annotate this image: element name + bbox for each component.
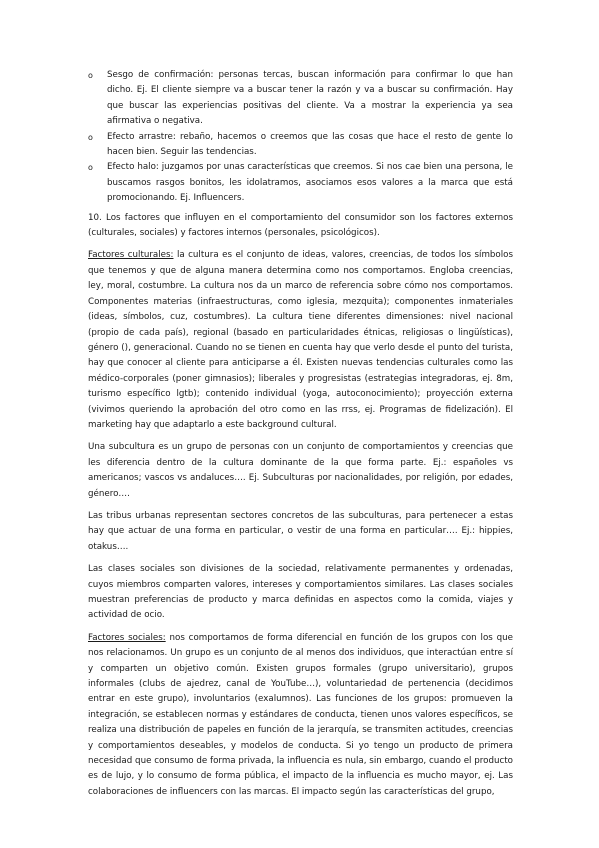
bullet-marker: o [88,132,93,142]
subculture-text: Una subcultura es un grupo de personas con un conjunto de comportamientos y creencias que les diferencia dentro de la cultura dominante de la que forma parte. Ej.: españoles vs americanos; vascos vs andaluces…. Ej. Subculturas por nacionalidades, por religión, por edades, género…. [88,442,513,499]
bullet-halo-effect [88,160,513,206]
cultural-factors-text: la cultura es el conjunto de ideas, valores, creencias, de todos los símbolos que tenemos y que de alguna manera determina como nos comportamos. Engloba creencias, ley, moral, costumbre. La cultura nos da un marco de referencia sobre cómo nos comportamos. Componentes materias (infraestructuras, como iglesia, mezquita); componentes inmateriales (ideas, símbolos, cuz, costumbres). La cultura tiene diferentes dimensiones: nivel nacional (propio de cada país), regional (basado en particularidades étnicas, religiosas o lingüísticas), género (), generacional. Cuando no se tienen en cuenta hay que verlo desde el punto del turista, hay que conocer al cliente para anticiparse a él. Existen nuevas tendencias culturales como las médico-corporales (poner gimnasios); liberales y progresistas (estrategias integradoras, ej. 8m, turismo específico lgtb); contenido individual (yoga, autoconocimiento); proyección externa (vivimos queriendo la aprobación del otro como en las rrss, ej. Programas de fidelización). El marketing hay que adaptarlo a este background cultural. [88,250,513,430]
section-10-paragraph [88,211,513,242]
urban-tribes-paragraph [88,509,513,555]
bias-list [88,68,513,207]
social-factors-text: nos comportamos de forma diferencial en función de los grupos con los que nos relacionamos. Un grupo es un conjunto de al menos dos individuos, que interactúan entre sí y comparten un objetivo común. Existen grupos formales (grupo universitario), grupos informales (clubs de ajedrez, canal de YouTube…), voluntariedad de pertenencia (decidimos entrar en este grupo), involuntarios (exalumnos). Las funciones de los grupos: promueven la integración, se establecen normas y estándares de conducta, tienen unos valores específicos, se realiza una distribución de papeles en función de la jerarquía, se transmiten actitudes, creencias y comportamientos deseables, y modelos de conducta. Si yo tengo un producto de primera necesidad que consumo de forma privada, la influencia es nula, sin embargo, cuando el producto es de lujo, y lo consumo de forma pública, el impacto de la influencia es mucho mayor, ej. Las colaboraciones de influencers con las marcas. El impacto según las características del grupo, [88,632,513,797]
bullet-marker: o [88,71,93,80]
urban-tribes-text: Las tribus urbanas representan sectores concretos de las subculturas, para pertenecer a estas hay que actuar de una forma en particular, o vestir de una forma en particular…. Ej.: hippies, otakus…. [88,510,513,552]
bullet-marker: o [88,163,93,173]
bullet-bandwagon-effect [88,130,513,161]
bullet-text: Efecto halo: juzgamos por unas características que creemos. Si nos cae bien una persona, le buscamos rasgos bonitos, les idolatramos, asociamos esos valores a la marca que está promocionando. Ej. Influencers. [107,162,513,204]
social-factors-heading: Factores sociales: [88,632,166,643]
bullet-text: Efecto arrastre: rebaño, hacemos o creemos que las cosas que hace el resto de gente lo hacen bien. Seguir las tendencias. [107,131,513,158]
bullet-confirmation-bias [88,68,513,130]
section-10-text: 10. Los factores que influyen en el comportamiento del consumidor son los factores externos (culturales, sociales) y factores internos (personales, psicológicos). [88,212,513,239]
cultural-factors-heading: Factores culturales: [88,250,174,261]
subculture-paragraph [88,440,513,502]
social-classes-paragraph [88,562,513,624]
social-factors-paragraph [88,631,513,800]
social-classes-text: Las clases sociales son divisiones de la sociedad, relativamente permanentes y ordenadas, cuyos miembros comparten valores, intereses y comportamientos similares. Las clases sociales muestran preferencias de producto y marca definidas en aspectos como la comida, viajes y actividad de ocio. [88,564,513,621]
cultural-factors-paragraph [88,248,513,433]
document-body [88,68,513,800]
bullet-text: Sesgo de confirmación: personas tercas, buscan información para confirmar lo que han dicho. Ej. El cliente siempre va a buscar tener la razón y va a buscar su confirmación. Hay que buscar las experiencias positivas del cliente. Va a mostrar la experiencia ya sea afirmativa o negativa. [107,70,513,127]
